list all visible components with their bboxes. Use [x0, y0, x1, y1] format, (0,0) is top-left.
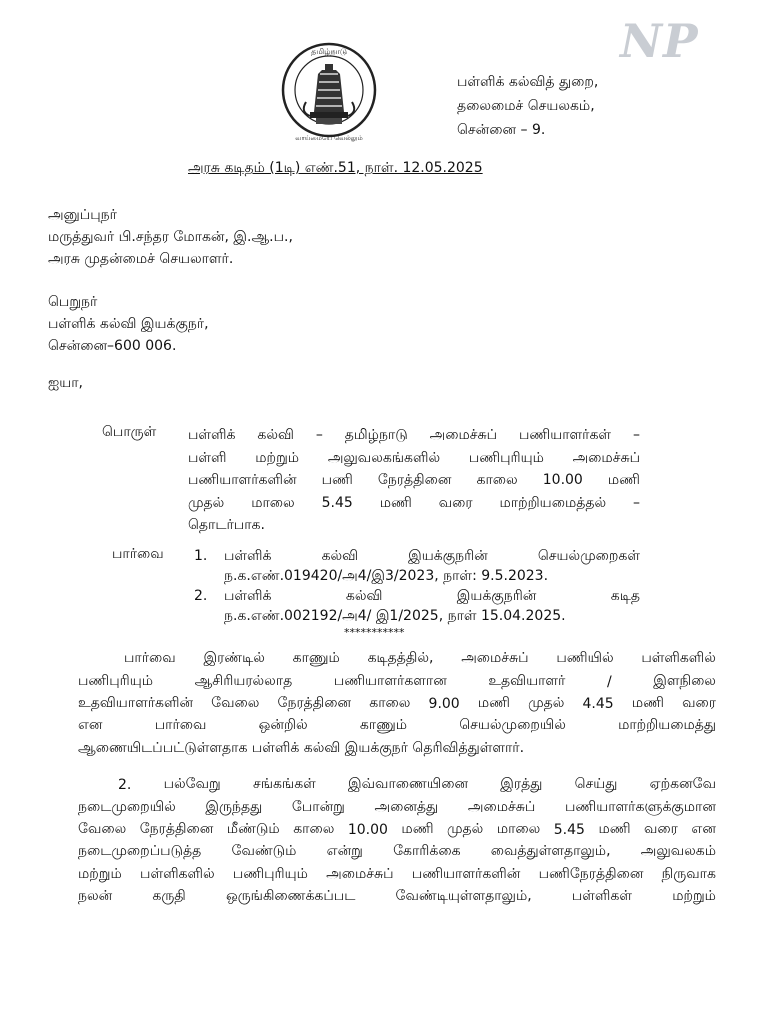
reference-word: பள்ளிக் [224, 588, 272, 604]
reference-word: பள்ளிக் [224, 548, 272, 564]
paragraph-line: நலன் கருதி ஒருங்கிணைக்கப்பட வேண்டியுள்ளதாலும், பள்ளிகள் மற்றும் [78, 888, 716, 905]
department-address [457, 70, 598, 142]
watermark-logo: NP [620, 14, 699, 68]
paragraph-line: பணிபுரியும் ஆசிரியரல்லாத பணியாளர்களான உதவியாளர் / இளநிலை [78, 672, 716, 690]
paragraph-line: வேலை நேரத்தினை மீண்டும் காலை 10.00 மணி முதல் மாலை 5.45 மணி வரை என [78, 820, 716, 838]
reference-word: செயல்முறைகள் [537, 548, 640, 564]
sender-label: அனுப்புநர் [48, 207, 117, 223]
recipient-label: பெறுநர் [48, 294, 98, 310]
paragraph-1 [78, 648, 716, 760]
salutation: ஐயா, [48, 375, 84, 391]
reference-item [194, 546, 640, 566]
paragraph-2 [78, 774, 716, 908]
subject-line: பள்ளி மற்றும் அலுவலகங்களில் பணிபுரியும் அமைச்சுப் [188, 449, 640, 466]
paragraph-line: 2. பல்வேறு சங்கங்கள் இவ்வாணையினை இரத்து செய்து ஏற்கனவே [118, 776, 716, 794]
paragraph-line: நடைமுறைப்படுத்த வேண்டும் என்று கோரிக்கை வைத்துள்ளதாலும், அலுவலகம் [78, 843, 716, 860]
reference-line [224, 586, 640, 606]
state-emblem-icon [272, 40, 386, 144]
department-line: பள்ளிக் கல்வித் துறை, [457, 74, 599, 90]
reference-detail: ந.க.எண்.019420/அ4/இ3/2023, நாள்: 9.5.2023. [224, 568, 549, 584]
subject-line: முதல் மாலை 5.45 மணி வரை மாற்றியமைத்தல் – [188, 494, 640, 511]
recipient-office: பள்ளிக் கல்வி இயக்குநர், [48, 316, 209, 332]
subject-label: பொருள் [102, 424, 157, 440]
paragraph-line: நடைமுறையில் இருந்தது போன்று அனைத்து அமைச்சுப் பணியாளர்களுக்குமான [78, 798, 716, 815]
reference-word: கடித [610, 588, 640, 604]
reference-detail: ந.க.எண்.002192/அ4/ இ1/2025, நாள் 15.04.2025. [224, 608, 566, 624]
references-list [194, 546, 640, 626]
reference-line [224, 546, 640, 566]
recipient-block [48, 291, 209, 357]
emblem-top-text: தமிழ்நாடு [311, 47, 347, 56]
separator: *********** [344, 626, 405, 639]
reference-word: கல்வி [321, 548, 359, 564]
department-line: சென்னை – 9. [457, 122, 546, 138]
references-label: பார்வை [112, 546, 164, 562]
paragraph-line: பார்வை இரண்டில் காணும் கடிதத்தில், அமைச்சுப் பணியில் பள்ளிகளில் [124, 650, 716, 667]
subject-line: பள்ளிக் கல்வி – தமிழ்நாடு அமைச்சுப் பணியாளர்கள் – [188, 427, 640, 443]
reference-word: இயக்குநரின் [408, 548, 488, 564]
sender-name: மருத்துவர் பி.சந்தர மோகன், இ.ஆ.ப., [48, 229, 293, 245]
recipient-city: சென்னை–600 006. [48, 338, 177, 354]
reference-word: கல்வி [345, 588, 383, 604]
paragraph-line: மற்றும் பள்ளிகளில் பணிபுரியும் அமைச்சுப் பணியாளர்களின் பணிநேரத்தினை நிருவாக [78, 865, 716, 882]
reference-word: இயக்குநரின் [456, 588, 537, 604]
paragraph-line: ஆணையிடப்பட்டுள்ளதாக பள்ளிக் கல்வி இயக்குநர் தெரிவித்துள்ளார். [78, 739, 525, 756]
reference-number: 2. [194, 588, 208, 604]
sender-block [48, 204, 293, 270]
reference-item-detail [194, 606, 640, 626]
paragraph-line: என பார்வை ஒன்றில் காணும் செயல்முறையில் மாற்றியமைத்து [78, 717, 716, 734]
emblem-bottom-text: வாய்மையே வெல்லும் [295, 134, 363, 142]
paragraph-line: உதவியாளர்களின் வேலை நேரத்தினை காலை 9.00 மணி முதல் 4.45 மணி வரை [78, 694, 716, 712]
subject-text [188, 424, 640, 537]
department-line: தலைமைச் செயலகம், [457, 98, 595, 114]
reference-item [194, 586, 640, 606]
reference-number: 1. [194, 548, 208, 564]
reference-item-detail [194, 566, 640, 586]
sender-title: அரசு முதன்மைச் செயலாளர். [48, 251, 234, 267]
subject-line: தொடர்பாக. [188, 517, 265, 533]
letter-reference: அரசு கடிதம் (1டி) எண்.51, நாள். 12.05.2025 [188, 160, 483, 176]
subject-line: பணியாளர்களின் பணி நேரத்தினை காலை 10.00 மணி [188, 472, 640, 488]
